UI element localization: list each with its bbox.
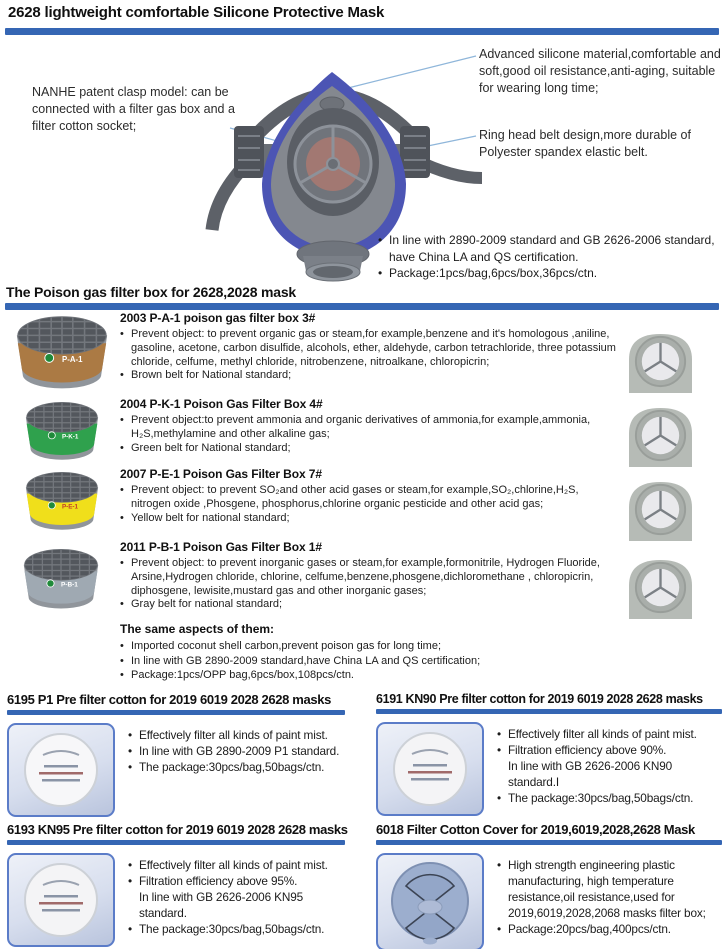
- bullet-item: • High strength engineering plastic manufacturing, high temperature resistance,oil resistance,used for 2019,6019,2028,2068 masks filter box;: [497, 857, 722, 921]
- section-underline: [5, 303, 719, 310]
- product-title: 2007 P-E-1 Poison Gas Filter Box 7#: [120, 467, 322, 481]
- section-underline: [376, 709, 722, 714]
- bullet-item: • Imported coconut shell carbon,prevent poison gas for long time;: [120, 639, 616, 654]
- bullet-item: • Prevent object:to prevent ammonia and organic derivatives of ammonia,for example,ammonia, H₂S,methylamine and other alkaline gas;: [120, 414, 616, 442]
- section-title-6195: 6195 P1 Pre filter cotton for 2019 6019 2028 2628 masks: [7, 692, 332, 707]
- section-title-6193: 6193 KN95 Pre filter cotton for 2019 6019 2028 2628 masks: [7, 822, 348, 837]
- certification-dot-icon: [48, 502, 55, 509]
- bullet-item: • Filtration efficiency above 95%.: [128, 873, 345, 889]
- certification-dot-icon: [47, 580, 54, 587]
- bullet-item: • Prevent object: to prevent organic gas or steam,for example,benzene and it's homologous ,aniline, gasoline, acetone, carbon disulfide, alcohols, ether, aldehyde, carbon tetrachloride, three potassium chloride, celfume, methyl chloride, nitrobenzene, nitroalkane, chloropicrin;: [120, 328, 616, 369]
- section-6193: [7, 822, 348, 947]
- bullet-item: • Package:1pcs/OPP bag,6pcs/box,108pcs/ctn.: [120, 668, 616, 683]
- bullet-item: • The package:30pcs/bag,50bags/ctn.: [497, 790, 722, 806]
- section-title-6018: 6018 Filter Cotton Cover for 2019,6019,2028,2628 Mask: [376, 822, 695, 837]
- product-block-2007: [120, 467, 616, 525]
- bullet-continuation: In line with GB 2626-2006 KN90 standard.I: [508, 759, 673, 789]
- same-aspects-block: [120, 622, 616, 683]
- filter-box-back-photo: [621, 478, 700, 541]
- page-title: 2628 lightweight comfortable Silicone Protective Mask: [8, 4, 385, 21]
- product-title: 2004 P-K-1 Poison Gas Filter Box 4#: [120, 397, 323, 411]
- same-aspects-title: The same aspects of them:: [120, 622, 275, 636]
- bullet-continuation: In line with GB 2626-2006 KN95 standard.: [139, 890, 304, 920]
- filter-cotton-photo-6195: [7, 723, 115, 817]
- bullet-item: • Gray belt for national standard;: [120, 598, 616, 612]
- section-title-poison-boxes: The Poison gas filter box for 2628,2028 mask: [6, 284, 296, 300]
- filter-box-back-photo: [621, 556, 700, 619]
- bullet-item: • Prevent object: to prevent SO₂and other acid gases or steam,for example,SO₂,chlorine,H₂S, nitrogen oxide ,Phosgene, phosphorus,chlorine organic pesticide and other acid gas;: [120, 484, 616, 512]
- filter-box-back-photo: [621, 404, 700, 467]
- section-title-6191: 6191 KN90 Pre filter cotton for 2019 6019 2028 2628 masks: [376, 692, 703, 706]
- bullet-item: • The package:30pcs/bag,50bags/ctn.: [128, 759, 339, 775]
- exhale-valve: [297, 241, 369, 281]
- bullet-item: • Yellow belt for national standard;: [120, 512, 616, 526]
- mask-feature-area: [0, 36, 724, 284]
- bullet-item: • Brown belt for National standard;: [120, 369, 616, 383]
- band-label: P-B-1: [61, 581, 78, 589]
- band-label: P-A-1: [61, 354, 83, 364]
- product-block-2011: [120, 540, 616, 612]
- filter-box-back-photo: [621, 330, 700, 393]
- note-belt: Ring head belt design,more durable of Polyester spandex elastic belt.: [479, 128, 691, 159]
- bullet-item: • Effectively filter all kinds of paint mist.: [497, 726, 722, 742]
- section-underline: [376, 840, 722, 845]
- note-material: Advanced silicone material,comfortable and soft,good oil resistance,anti-aging, suitable for wearing long time;: [479, 47, 721, 95]
- title-underline: [5, 28, 719, 35]
- product-block-2004: [120, 397, 616, 455]
- product-title: 2003 P-A-1 poison gas filter box 3#: [120, 311, 316, 325]
- note-clasp: NANHE patent clasp model: can be connected with a filter gas box and a filter cotton socket;: [32, 85, 235, 133]
- bullet-item: • Effectively filter all kinds of paint mist.: [128, 857, 345, 873]
- bullet-item: • Package:1pcs/bag,6pcs/box,36pcs/ctn.: [378, 265, 724, 282]
- bullet-item: • Filtration efficiency above 90%.: [497, 742, 722, 758]
- section-underline: [7, 710, 345, 715]
- section-6191: [376, 692, 722, 816]
- band-label: P-E-1: [61, 503, 79, 511]
- certification-dot-icon: [45, 354, 54, 363]
- filter-cotton-photo-6193: [7, 853, 115, 947]
- product-block-2003: [120, 311, 616, 383]
- section-underline: [7, 840, 345, 845]
- bullet-item: • In line with GB 2890-2009 P1 standard.: [128, 743, 339, 759]
- filter-box-photo-2007: [10, 470, 114, 536]
- mask-cert-list: [378, 232, 724, 282]
- certification-dot-icon: [48, 432, 55, 439]
- bullet-item: • Package:20pcs/bag,400pcs/ctn.: [497, 921, 722, 937]
- section-6195: [7, 692, 345, 817]
- bullet-item: • In line with 2890-2009 standard and GB 2626-2006 standard, have China LA and QS certification.: [378, 232, 724, 265]
- filter-cotton-photo-6191: [376, 722, 484, 816]
- bullet-item: • Green belt for National standard;: [120, 442, 616, 456]
- filter-box-photo-2011: [8, 547, 114, 615]
- band-label: P-K-1: [61, 433, 79, 441]
- filter-cotton-cover-photo-6018: [376, 853, 484, 949]
- filter-box-photo-2004: [10, 400, 114, 466]
- bullet-item: • Prevent object: to prevent inorganic gases or steam,for example,formonitrile, Hydrogen Fluoride, Arsine,Hydrogen chloride, chlorine, celfume,benzene,phosgene,dichloromethane , chloropicrin, diphosgene, lewisite,mustard gas and other inorganic gases;: [120, 557, 616, 598]
- section-6018: [376, 822, 722, 949]
- bullet-item: • In line with GB 2890-2009 standard,have China LA and QS certification;: [120, 654, 616, 669]
- product-title: 2011 P-B-1 Poison Gas Filter Box 1#: [120, 540, 322, 554]
- bullet-item: • Effectively filter all kinds of paint mist.: [128, 727, 339, 743]
- bullet-item: • The package:30pcs/bag,50bags/ctn.: [128, 921, 345, 937]
- filter-box-photo-2003: [8, 313, 116, 397]
